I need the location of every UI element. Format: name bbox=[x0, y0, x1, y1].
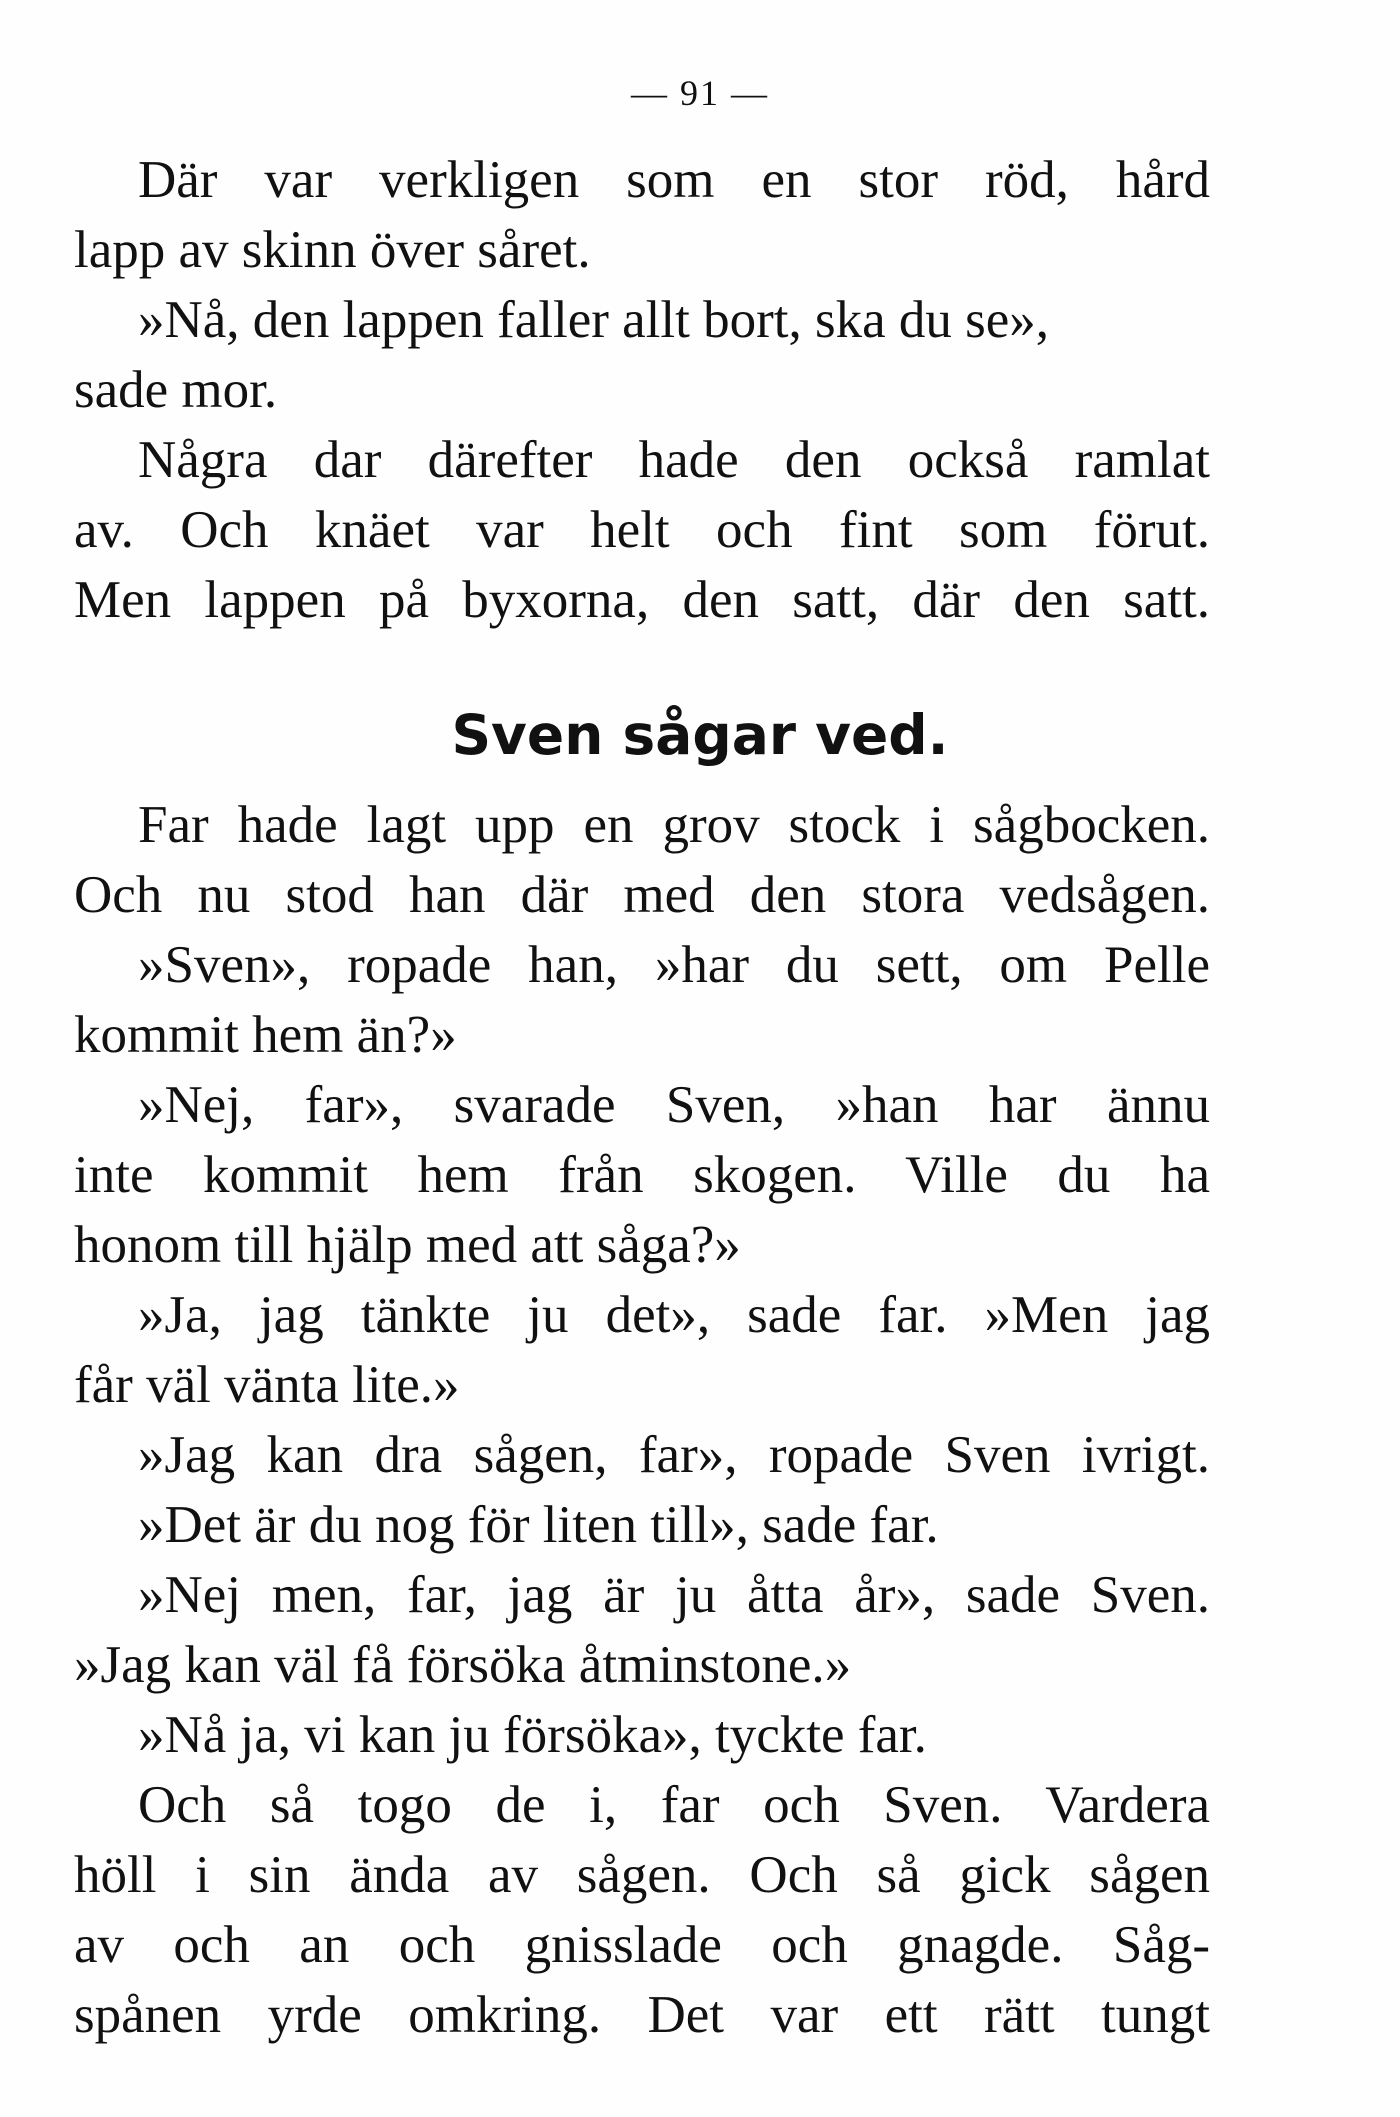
text-line: inte kommit hem från skogen. Ville du ha bbox=[74, 1146, 1210, 1204]
text-line: »Ja, jag tänkte ju det», sade far. »Men jag bbox=[138, 1286, 1210, 1344]
text-line: av och an och gnisslade och gnagde. Såg- bbox=[74, 1916, 1210, 1974]
text-line: »Nå, den lappen faller allt bort, ska du se», bbox=[138, 291, 1050, 349]
section-heading: Sven sågar ved. bbox=[451, 703, 949, 767]
text-line: Några dar därefter hade den också ramlat bbox=[138, 431, 1210, 489]
text-line: »Nå ja, vi kan ju försöka», tyckte far. bbox=[138, 1706, 927, 1764]
text-line: Där var verkligen som en stor röd, hård bbox=[138, 151, 1210, 209]
text-line: »Nej, far», svarade Sven, »han har ännu bbox=[138, 1076, 1210, 1134]
text-line: höll i sin ända av sågen. Och så gick sågen bbox=[74, 1846, 1210, 1904]
text-line: »Jag kan väl få försöka åtminstone.» bbox=[74, 1636, 852, 1694]
text-line: Och så togo de i, far och Sven. Vardera bbox=[138, 1776, 1210, 1834]
text-line: »Sven», ropade han, »har du sett, om Pelle bbox=[138, 936, 1210, 994]
text-line: »Det är du nog för liten till», sade far. bbox=[138, 1496, 939, 1554]
text-line: kommit hem än?» bbox=[74, 1006, 457, 1064]
text-line: får väl vänta lite.» bbox=[74, 1356, 460, 1414]
page-number: — 91 — bbox=[631, 73, 769, 113]
text-line: sade mor. bbox=[74, 361, 278, 419]
text-line: honom till hjälp med att såga?» bbox=[74, 1216, 741, 1274]
text-line: Och nu stod han där med den stora vedsågen. bbox=[74, 866, 1210, 924]
text-line: spånen yrde omkring. Det var ett rätt tungt bbox=[74, 1986, 1210, 2044]
text-line: lapp av skinn över såret. bbox=[74, 221, 591, 279]
text-line: Far hade lagt upp en grov stock i sågbocken. bbox=[138, 796, 1210, 854]
text-line: av. Och knäet var helt och fint som förut. bbox=[74, 501, 1210, 559]
text-line: »Jag kan dra sågen, far», ropade Sven ivrigt. bbox=[138, 1426, 1210, 1484]
text-line: Men lappen på byxorna, den satt, där den satt. bbox=[74, 571, 1210, 629]
text-line: »Nej men, far, jag är ju åtta år», sade Sven. bbox=[138, 1566, 1210, 1624]
